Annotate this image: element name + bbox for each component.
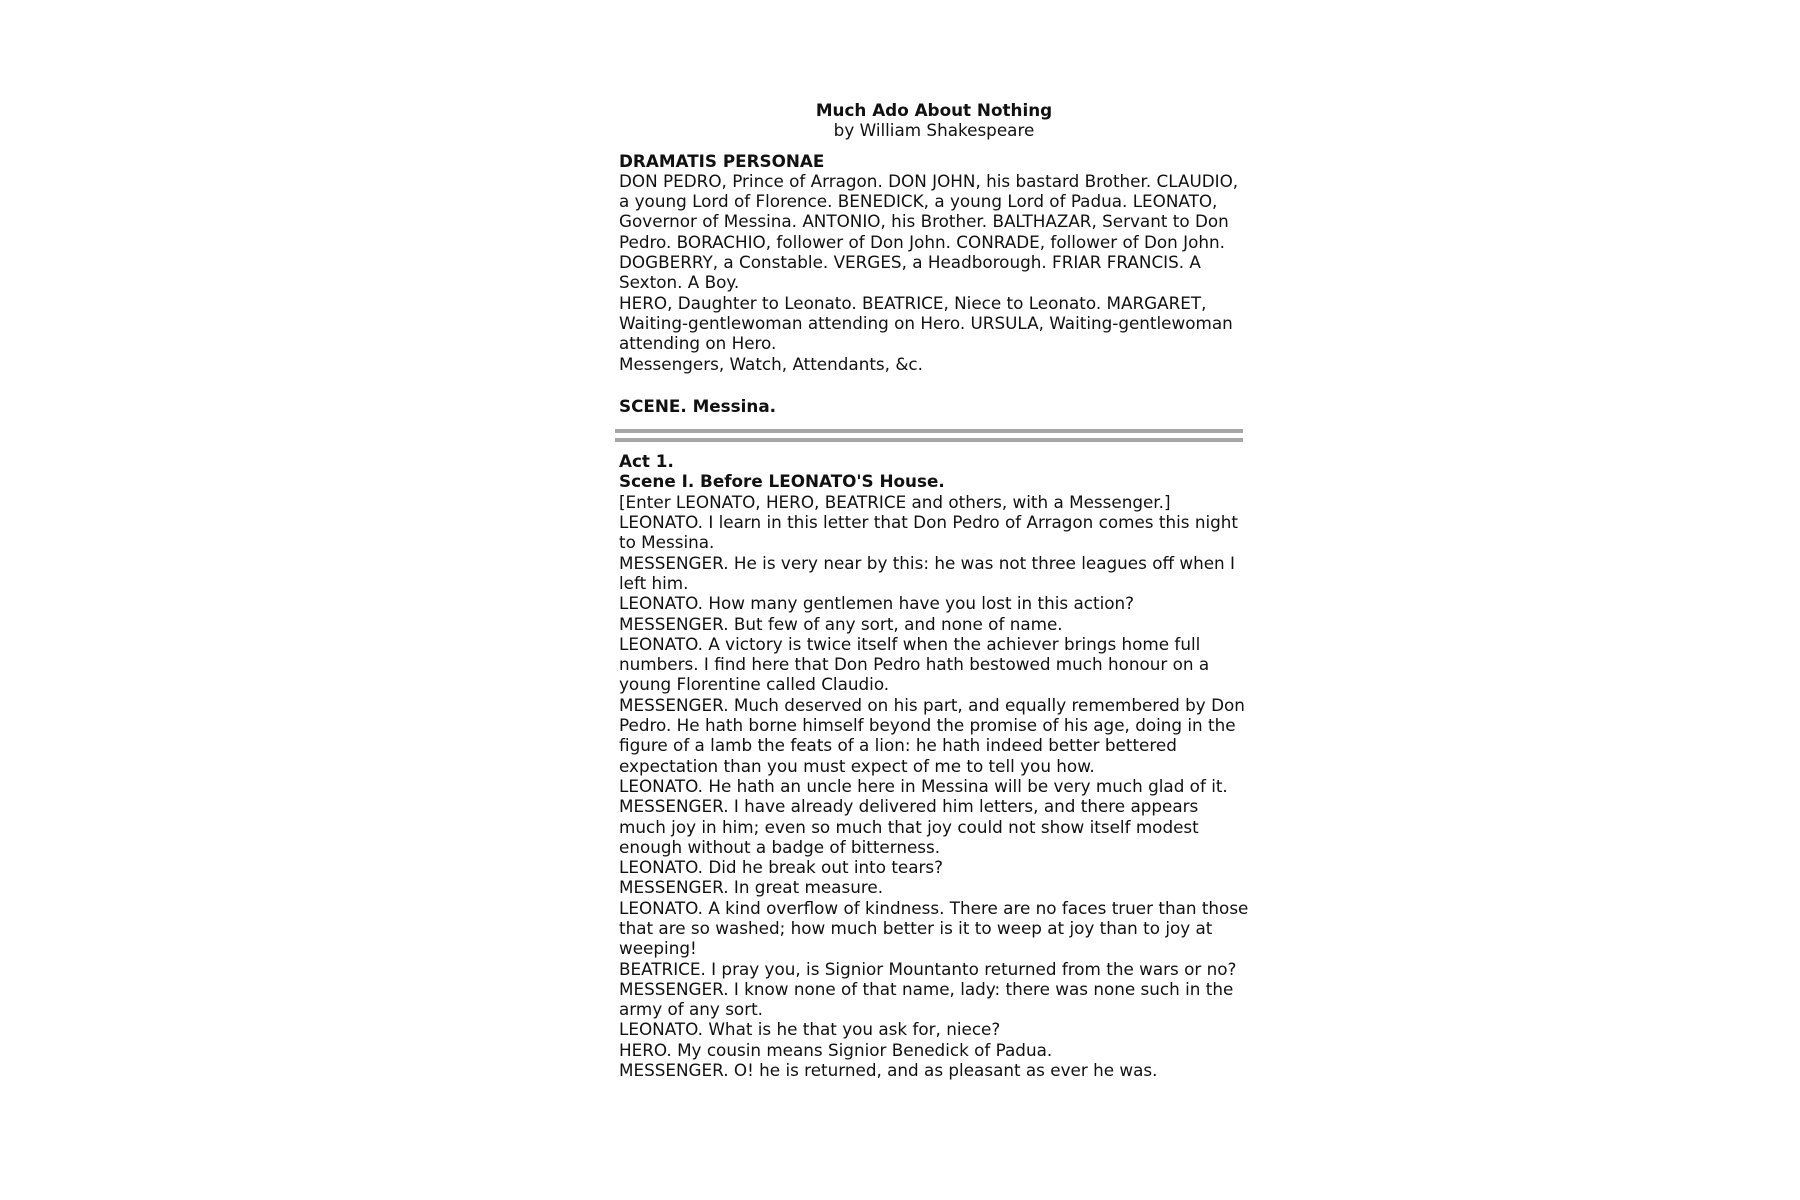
speech-line: LEONATO. A kind overflow of kindness. There are no faces truer than those that are so washed; how much better is it to weep at joy than to joy at weeping!	[619, 897, 1249, 959]
title-block	[619, 100, 1249, 141]
dramatis-heading: DRAMATIS PERSONAE	[619, 150, 825, 171]
play-author: by William Shakespeare	[833, 120, 1035, 141]
speech-line: BEATRICE. I pray you, is Signior Mountanto returned from the wars or no?	[619, 958, 1237, 979]
rule-line-bottom	[615, 438, 1243, 442]
dramatis-paragraph-men: DON PEDRO, Prince of Arragon. DON JOHN, his bastard Brother. CLAUDIO, a young Lord of Florence. BENEDICK, a young Lord of Padua. LEONATO, Governor of Messina. ANTONIO, his Brother. BALTHAZAR, Servant to Don Pedro. BORACHIO, follower of Don John. CONRADE, follower of Don John. DOGBERRY, a Constable. VERGES, a Headborough. FRIAR FRANCIS. A Sexton. A Boy.	[619, 170, 1239, 293]
document-page	[619, 100, 1249, 1080]
speech-line: LEONATO. A victory is twice itself when the achiever brings home full numbers. I find here that Don Pedro hath bestowed much honour on a young Florentine called Claudio.	[619, 633, 1210, 695]
speech-line: MESSENGER. He is very near by this: he was not three leagues off when I left him.	[619, 552, 1235, 593]
dramatis-paragraph-women: HERO, Daughter to Leonato. BEATRICE, Niece to Leonato. MARGARET, Waiting-gentlewoman attending on Hero. URSULA, Waiting-gentlewoman attending on Hero.	[619, 292, 1233, 354]
speech-line: MESSENGER. O! he is returned, and as pleasant as ever he was.	[619, 1060, 1158, 1081]
speech-line: MESSENGER. Much deserved on his part, and equally remembered by Don Pedro. He hath borne himself beyond the promise of his age, doing in the figure of a lamb the feats of a lion: he hath indeed better bettered expectation than you must expect of me to tell you how.	[619, 694, 1245, 776]
speech-line: MESSENGER. In great measure.	[619, 877, 884, 898]
speech-line: LEONATO. What is he that you ask for, niece?	[619, 1019, 1001, 1040]
dialogue	[619, 492, 1249, 1081]
play-title: Much Ado About Nothing	[815, 100, 1053, 120]
scene-setting: SCENE. Messina.	[619, 395, 777, 416]
speech-line: LEONATO. He hath an uncle here in Messina will be very much glad of it.	[619, 775, 1228, 796]
speech-line: MESSENGER. I have already delivered him letters, and there appears much joy in him; even so much that joy could not show itself modest enough without a badge of bitterness.	[619, 796, 1199, 857]
horizontal-rule	[615, 429, 1243, 442]
speech-line: HERO. My cousin means Signior Benedick of Padua.	[619, 1039, 1053, 1060]
speech-line: MESSENGER. I know none of that name, lady: there was none such in the army of any sort.	[619, 978, 1234, 1020]
dramatis-paragraph-others: Messengers, Watch, Attendants, &c.	[619, 353, 923, 374]
speech-line: LEONATO. How many gentlemen have you lost in this action?	[619, 593, 1135, 614]
speech-line: LEONATO. Did he break out into tears?	[619, 857, 944, 878]
stage-direction: [Enter LEONATO, HERO, BEATRICE and others, with a Messenger.]	[619, 491, 1171, 512]
act-heading: Act 1.	[619, 451, 674, 472]
speech-line: LEONATO. I learn in this letter that Don Pedro of Arragon comes this night to Messina.	[619, 512, 1238, 553]
section-spacer	[619, 374, 1249, 396]
speech-line: MESSENGER. But few of any sort, and none of name.	[619, 613, 1063, 634]
scene-heading: Scene I. Before LEONATO'S House.	[619, 471, 945, 492]
